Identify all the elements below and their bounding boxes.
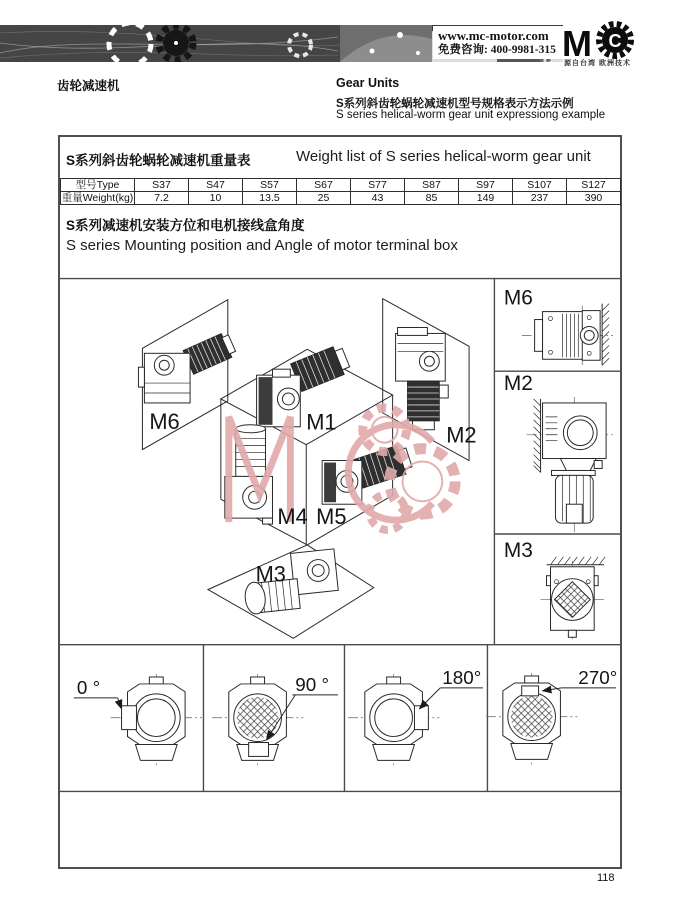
angle-label-270: 270°	[578, 666, 618, 688]
iso-label-m1: M1	[306, 409, 337, 435]
page-subtitle-en: S series helical-worm gear unit expressiong example	[336, 109, 606, 121]
angle-view-90	[212, 674, 338, 765]
angle-label-90: 90 °	[295, 673, 330, 695]
angle-label-0: 0 °	[76, 676, 101, 698]
weight-table-title-cn: S系列斜齿轮蜗轮减速机重量表	[66, 153, 251, 168]
panel-label-m2: M2	[503, 372, 533, 396]
wall-hatch-right	[602, 304, 609, 366]
mounting-title-cn: S系列减速机安装方位和电机接线盒角度	[66, 218, 305, 233]
page-subtitle-cn: S系列斜齿轮蜗轮减速机型号规格表示方法示例	[336, 98, 574, 110]
page-title-cn: 齿轮减速机	[57, 79, 120, 93]
weight-table-title-en: Weight list of S series helical-worm gear unit	[296, 148, 591, 165]
iso-label-m3: M3	[255, 561, 286, 587]
terminal-box-top	[522, 686, 539, 696]
weight-cell: 13.5	[243, 192, 297, 205]
weight-cell: 43	[351, 192, 405, 205]
contact-box	[433, 26, 563, 59]
terminal-box-right	[414, 706, 428, 730]
weight-cell: 7.2	[135, 192, 189, 205]
table-row-weight	[61, 192, 621, 205]
hotline: 免费咨询: 400-9981-315	[438, 44, 556, 56]
mounting-title-en: S series Mounting position and Angle of motor terminal box	[66, 237, 458, 254]
angle-view-180	[348, 667, 483, 765]
type-cell: S77	[351, 179, 405, 192]
iso-label-m4: M4	[277, 504, 308, 530]
type-cell: S57	[243, 179, 297, 192]
panel-m6	[504, 287, 613, 366]
panel-m2	[504, 372, 616, 532]
m2-unit-drawing	[396, 327, 449, 429]
weight-cell: 149	[459, 192, 513, 205]
panel-label-m6: M6	[503, 286, 533, 310]
ceiling-hatch	[547, 557, 606, 565]
iso-label-m2: M2	[446, 422, 477, 448]
angle-view-0	[74, 674, 202, 765]
type-cell: S87	[405, 179, 459, 192]
type-cell: S37	[135, 179, 189, 192]
weight-table	[60, 178, 621, 205]
mounting-diagram	[60, 276, 620, 794]
weight-cell: 390	[567, 192, 621, 205]
weight-cell: 237	[513, 192, 567, 205]
terminal-box-bottom	[249, 743, 269, 757]
iso-label-m5: M5	[316, 504, 347, 530]
table-row-type	[61, 179, 621, 192]
weight-cell: 10	[189, 192, 243, 205]
angle-label-180: 180°	[442, 666, 482, 688]
website-url: www.mc-motor.com	[438, 28, 549, 43]
m1-unit-drawing	[257, 344, 352, 427]
type-cell: S127	[567, 179, 621, 192]
iso-scene	[138, 299, 476, 639]
angle-view-270	[486, 667, 617, 764]
page-title-en: Gear Units	[336, 76, 400, 90]
type-cell: S47	[189, 179, 243, 192]
weight-row-label: 重量Weight(kg)	[61, 192, 134, 204]
iso-label-m6: M6	[149, 408, 180, 434]
type-cell: S97	[459, 179, 513, 192]
logo-letter-m: M	[562, 23, 592, 60]
panel-m3	[504, 539, 605, 639]
logo-letter-c: C	[608, 31, 622, 51]
page-number: 118	[597, 872, 615, 884]
logo-tagline: 源自台湾 欧洲技术	[564, 60, 631, 67]
terminal-box-left	[122, 706, 137, 730]
weight-cell: 85	[405, 192, 459, 205]
panel-label-m3: M3	[503, 538, 533, 562]
type-cell: S107	[513, 179, 567, 192]
wall-hatch-left	[534, 399, 541, 472]
type-cell: S67	[297, 179, 351, 192]
mc-logo	[562, 20, 672, 60]
content-box	[58, 135, 622, 869]
weight-cell: 25	[297, 192, 351, 205]
type-row-label: 型号Type	[61, 179, 135, 192]
